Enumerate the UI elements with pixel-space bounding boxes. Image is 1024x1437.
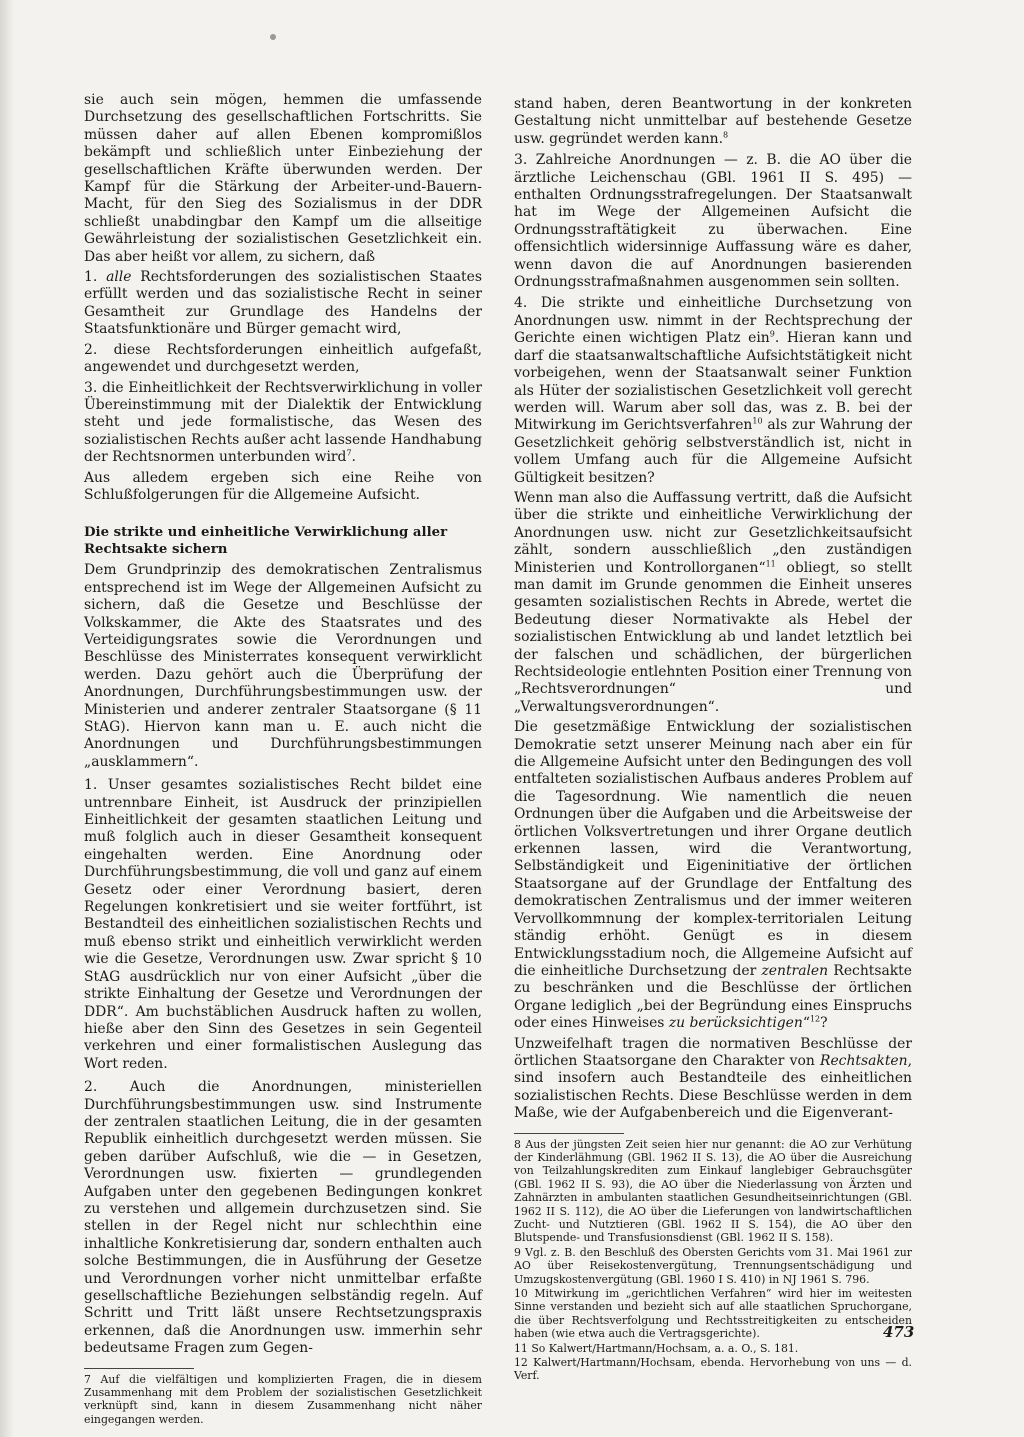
left-column bbox=[84, 92, 482, 1427]
paragraph: stand haben, deren Beantwortung in der konkreten Gestaltung nicht unmittelbar auf bestehende Gesetze usw. gegründet werden kann.$^8$ bbox=[514, 96, 912, 147]
footnote-8: 8 Aus der jüngsten Zeit seien hier nur genannt: die AO zur Verhütung der Kinderlähmung (GBl. 1962 II S. 13), die AO über die Ausreichung von Teilzahlungskrediten zum Einkauf langlebiger Gebrauchsgüter (GBl. 1962 II S. 93), die AO über die Niederlassung von Ärzten und Zahnärzten in ambulanten staatlichen Gesundheitseinrichtungen (GBl. 1962 II S. 112), die AO über die Lieferungen von landwirtschaftlichen Zucht- und Nutztieren (GBl. 1962 II S. 154), die AO über den Blutspende- und Transfusionsdienst (GBl. 1962 II S. 158). bbox=[514, 1137, 912, 1245]
paragraph: Dem Grundprinzip des demokratischen Zentralismus entsprechend ist im Wege der Allgemeinen Aufsicht zu sichern, daß die Gesetze und Beschlüsse der Volkskammer, die Akte des Staatsrates und des Verteidigungsrates sowie die Verordnungen und Beschlüsse des Ministerrates konsequent verwirklicht werden. Dazu gehört auch die Überprüfung der Anordnungen, Durchführungsbestimmungen usw. der Ministerien und anderer zentraler Staatsorgane (§ 11 StAG). Hiervon kann man u. E. auch nicht die Anordnungen und Durchführungsbestimmungen „ausklammern“. bbox=[84, 562, 482, 770]
footnote-7: 7 Auf die vielfältigen und komplizierten Fragen, die in diesem Zusammenhang mit dem Problem der sozialistischen Gesetzlichkeit verknüpft sind, kann in diesem Zusammenhang nicht näher eingegangen werden. bbox=[84, 1372, 482, 1426]
paragraph: Wenn man also die Auffassung vertritt, daß die Aufsicht über die strikte und einheitliche Verwirklichung der Anordnungen usw. nicht zur Gesetzlichkeitsaufsicht zählt, sondern ausschließlich „den zuständigen Ministerien und Kontrollorganen“$^{11}$ obliegt, so stellt man damit im Grunde genommen die Einheit unseres gesamten sozialistischen Rechts in Abrede, wertet die Bedeutung dieser Normativakte als Hebel der sozialistischen Entwicklung ab und landet letztlich bei der falschen und schädlichen, der bürgerlichen Rechtsideologie entlehnten Position einer Trennung von „Rechtsverordnungen“ und „Verwaltungsverordnungen“. bbox=[514, 489, 913, 715]
paragraph: 3. Zahlreiche Anordnungen — z. B. die AO über die ärztliche Leichenschau (GBl. 1961 II S. 495) — enthalten Ordnungsstrafregelungen. Der Staatsanwalt hat im Wege der Allgemeinen Aufsicht die Ordnungsstraftätigkeit zu überwachen. Eine offensichtlich widersinnige Auffassung wäre es daher, wenn davon die auf Anordnungen basierenden Ordnungsstrafmaßnahmen ausgenommen sein sollten. bbox=[514, 152, 912, 291]
paragraph: 1. Unser gesamtes sozialistisches Recht bildet eine untrennbare Einheit, ist Ausdruck der prinzipiellen Einheitlichkeit der gesamten staatlichen Leitung und muß folglich auch in dieser Gesamtheit konsequent eingehalten werden. Eine Anordnung oder Durchführungsbestimmung, die voll und ganz auf einem Gesetz oder einer Verordnung basiert, deren Regelungen konkretisiert und sie weiter fortführt, ist Bestandteil des einheitlichen sozialistischen Rechts und muß ebenso strikt und einheitlich verwirklicht werden wie die Gesetze, Verordnungen usw. Zwar spricht § 10 StAG ausdrücklich nur von einer Aufsicht „über die strikte Einhaltung der Gesetze und Verordnungen der DDR“. Am buchstäblichen Ausdruck haften zu wollen, hieße aber den Sinn des Gesetzes in sein Gegenteil verkehren und einer formalistischen Auslegung das Wort reden. bbox=[84, 777, 482, 1072]
section-heading: Die strikte und einheitliche Verwirklichung aller Rechtsakte sichern bbox=[84, 525, 448, 558]
paragraph: Unzweifelhaft tragen die normativen Beschlüsse der örtlichen Staatsorgane den Charakter von Rechtsakten, sind insofern auch Bestandteile des einheitlichen sozialistischen Rechts. Diese Beschlüsse werden in dem Maße, wie der Aufgabenbereich und die Eigenverant- bbox=[514, 1035, 912, 1122]
footnote-divider bbox=[84, 1368, 194, 1369]
footnote-9: 9 Vgl. z. B. den Beschluß des Obersten Gerichts vom 31. Mai 1961 zur AO über Reisekostenvergütung, Trennungsentschädigung und Umzugskostenvergütung (GBl. 1960 I S. 410) in NJ 1961 S. 796. bbox=[514, 1245, 912, 1286]
list-item-1: 1. alle Rechtsforderungen des sozialistischen Staates erfüllt werden und das sozialistische Recht in seiner Gesamtheit zur Grundlage des Handelns der Staatsfunktionäre und Bürger gemacht wird, bbox=[84, 269, 482, 338]
paragraph: sie auch sein mögen, hemmen die umfassende Durchsetzung des gesellschaftlichen Fortschritts. Sie müssen daher auf allen Ebenen kompromißlos bekämpft und schließlich unter Einbeziehung der gesellschaftlichen Kräfte überwunden werden. Der Kampf für die Stärkung der Arbeiter-und-Bauern-Macht, für den Sieg des Sozialismus in der DDR schließt unabdingbar den Kampf um die allseitige Gewährleistung der sozialistischen Gesetzlichkeit ein. Das aber heißt vor allem, zu sichern, daß bbox=[84, 92, 482, 265]
scan-edge-shadow bbox=[0, 0, 14, 1437]
footnote-11: 11 So Kalwert/Hartmann/Hochsam, a. a. O., S. 181. bbox=[514, 1341, 799, 1355]
scan-speck bbox=[270, 34, 276, 40]
footnotes-right bbox=[514, 1137, 915, 1383]
right-column bbox=[514, 96, 915, 1384]
footnotes-left bbox=[84, 1373, 482, 1427]
list-item-2: 2. diese Rechtsforderungen einheitlich aufgefaßt, angewendet und durchgesetzt werden, bbox=[84, 341, 482, 376]
paragraph: Die gesetzmäßige Entwicklung der sozialistischen Demokratie setzt unserer Meinung nach aber ein für die Allgemeine Aufsicht unter den Bedingungen des voll entfalteten sozialistischen Aufbaus anderes Problem auf die Tagesordnung. Wie namentlich die neuen Ordnungen über die Aufgaben und die Arbeitsweise der örtlichen Volksvertretungen und ihrer Organe deutlich erkennen lassen, wird die Verantwortung, Selbständigkeit und Eigeninitiative der örtlichen Staatsorgane auf der Grundlage der Entfaltung des demokratischen Zentralismus und der immer weiteren Vervollkommnung der komplex-territorialen Leitung ständig erhöht. Genügt es in diesem Entwicklungsstadium noch, die Allgemeine Aufsicht auf die einheitliche Durchsetzung der zentralen Rechtsakte zu beschränken und die Beschlüsse der örtlichen Organe lediglich „bei der Begründung eines Einspruchs oder eines Hinweises zu berücksichtigen“$^{12}$? bbox=[514, 719, 912, 1032]
footnote-10: 10 Mitwirkung im „gerichtlichen Verfahren“ wird hier im weitesten Sinne verstanden und bezieht sich auf alle staatlichen Spruchorgane, die über Rechtsverfolgung und Rechtsstreitigkeiten zu entscheiden haben (wie etwa auch die Vertragsgerichte). bbox=[514, 1287, 912, 1341]
page-number: 473 bbox=[883, 1323, 915, 1341]
footnote-12: 12 Kalwert/Hartmann/Hochsam, ebenda. Hervorhebung von uns — d. Verf. bbox=[514, 1356, 912, 1383]
paragraph: Aus alledem ergeben sich eine Reihe von Schlußfolgerungen für die Allgemeine Aufsicht. bbox=[84, 469, 482, 503]
paragraph: 2. Auch die Anordnungen, ministeriellen Durchführungsbestimmungen usw. sind Instrumente der zentralen staatlichen Leitung, die in der gesamten Republik einheitlich durchgesetzt werden müssen. Sie geben darüber Aufschluß, wie die — in Gesetzen, Verordnungen usw. fixierten — grundlegenden Aufgaben unter den gegebenen Bedingungen konkret zu verstehen und allgemein durchzusetzen sind. Sie stellen in der Regel nicht nur schlechthin eine inhaltliche Konkretisierung dar, sondern enthalten auch solche Bestimmungen, die in Ausführung der Gesetze und Verordnungen vorher nicht unmittelbar erfaßte gesellschaftliche Beziehungen selbständig regeln. Auf Schritt und Tritt läßt unsere Rechtsetzungspraxis erkennen, daß die Anordnungen usw. immerhin sehr bedeutsame Fragen zum Gegen- bbox=[84, 1079, 482, 1357]
list-item-3: 3. die Einheitlichkeit der Rechtsverwirklichung in voller Übereinstimmung mit der Dialektik der Entwicklung steht und jede formalistische, das Wesen des sozialistischen Rechts außer acht lassende Handhabung der Rechtsnormen unterbunden wird$^7$. bbox=[84, 379, 482, 466]
paragraph: 4. Die strikte und einheitliche Durchsetzung von Anordnungen usw. nimmt in der Rechtsprechung der Gerichte einen wichtigen Platz ein$^9$. Hieran kann und darf die staatsanwaltschaftliche Aufsichtstätigkeit nicht vorbeigehen, wenn der Staatsanwalt seiner Funktion als Hüter der sozialistischen Gesetzlichkeit voll gerecht werden will. Warum aber soll das, was z. B. bei der Mitwirkung im Gerichtsverfahren$^{10}$ als zur Wahrung der Gesetzlichkeit gehörig selbstverständlich ist, nicht in vollem Umfang auch für die Allgemeine Aufsicht Gültigkeit besitzen? bbox=[514, 295, 912, 486]
footnote-divider bbox=[514, 1133, 624, 1134]
